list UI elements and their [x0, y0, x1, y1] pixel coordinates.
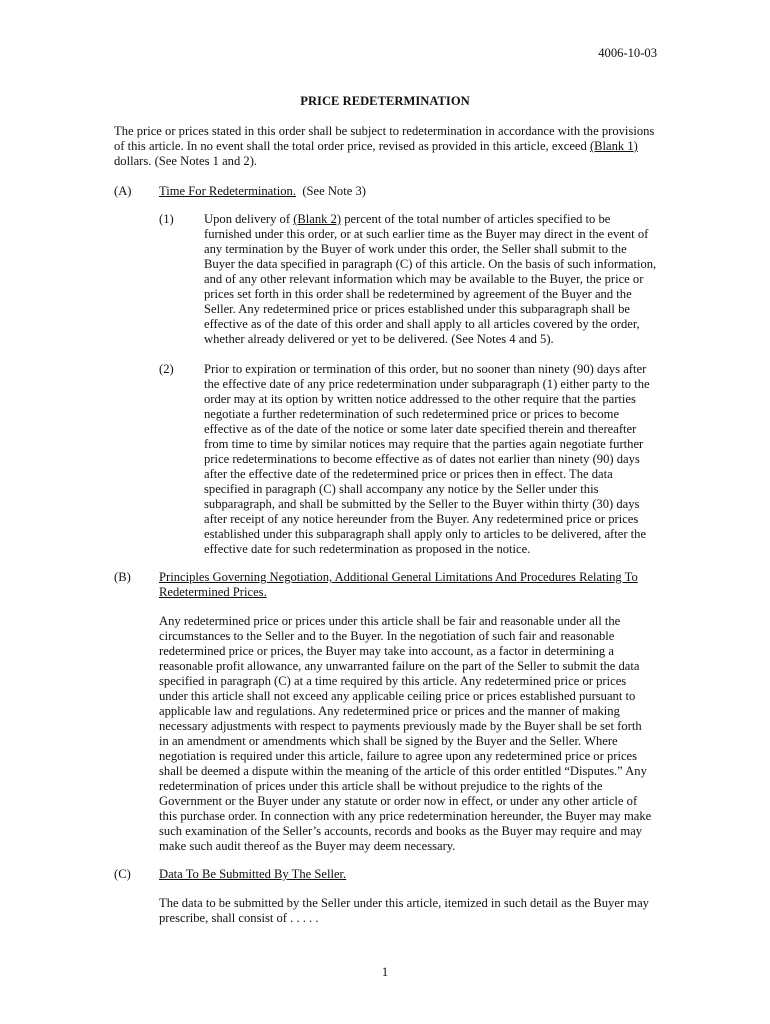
- section-a-heading: Time For Redetermination.: [159, 184, 297, 198]
- section-c-heading: Data To Be Submitted By The Seller.: [159, 867, 347, 881]
- blank-2-field: (Blank 2): [293, 212, 342, 226]
- section-c-text: The data to be submitted by the Seller under this article, itemized in such detail as the Buyer may prescribe, shall consist of . . . . .: [159, 896, 649, 925]
- subsection-a1-label: (1): [159, 212, 174, 226]
- subsection-a2-text: Prior to expiration or termination of this order, but no sooner than ninety (90) days after the effective date of any price redetermination under subparagraph (1) either party to the order may at its option by written notice addressed to the other require that the parties negotiate a further redetermination of such redetermined price or prices to become effective as of the date of the notice or some later date specified therein and thereafter from time to time by similar notices may require that the parties again negotiate further price redeterminations to become effective as of dates not earlier than ninety (90) days after the effective date of the redetermined price or prices then in effect. The data specified in paragraph (C) shall accompany any notice by the Seller under this subparagraph, and shall be submitted by the Seller to the Buyer within thirty (30) days after receipt of any notice hereunder from the Buyer. Any redetermined price or prices established under this subparagraph shall apply only to articles to be delivered, after the effective date for such redetermination as proposed in the notice.: [204, 362, 650, 556]
- document-number: 4006-10-03: [598, 46, 657, 60]
- intro-paragraph: [114, 124, 659, 169]
- subsection-a2-label: (2): [159, 362, 174, 376]
- section-c-label: (C): [114, 867, 131, 881]
- document-title: PRICE REDETERMINATION: [300, 94, 470, 108]
- section-a-heading-line: [159, 184, 366, 199]
- subsection-a1-text: [204, 212, 658, 347]
- subsection-a1-text-after: percent of the total number of articles specified to be furnished under this order, or at such earlier time as the Buyer may direct in the event of any termination by the Buyer of work under this order, the Seller shall submit to the Buyer the data specified in paragraph (C) of this article. On the basis of such information, and of any other relevant information which may be available to the Buyer, the price or prices set forth in this order shall be redetermined by agreement of the Buyer and the Seller. Any redetermined price or prices established under this subparagraph shall be effective as of the date of this order and shall apply to all articles covered by the order, whether already delivered or yet to be delivered. (See Notes 4 and 5).: [204, 212, 657, 346]
- section-b-text: Any redetermined price or prices under this article shall be fair and reasonable under all the circumstances to the Seller and to the Buyer. In the negotiation of such fair and reasonable redetermined price or prices, the Buyer may take into account, as a factor in determining a reasonable profit allowance, any unwarranted failure on the part of the Seller to submit the data specified in paragraph (C) at a time required by this article. Any redetermined price or prices under this article shall not exceed any applicable ceiling price or prices established pursuant to applicable law and regulations. Any redetermined price or prices and the manner of making necessary adjustments with respect to payments previously made by the Buyer shall be set forth in an amendment or amendments which shall be signed by the Buyer and the Seller. Where negotiation is required under this article, failure to agree upon any redetermined price or prices shall be deemed a dispute within the meaning of the article of this order entitled “Disputes.” Any redetermination of prices under this article shall be without prejudice to the rights of the Government or the Buyer under any statute or order now in effect, or under any other article of this purchase order. In connection with any price redetermination hereunder, the Buyer may make such examination of the Seller’s accounts, records and books as the Buyer may require and may make such audit thereof as the Buyer may deem necessary.: [159, 614, 652, 853]
- intro-text-before: The price or prices stated in this order shall be subject to redetermination in accordance with the provisions of this article. In no event shall the total order price, revised as provided in this article, exceed: [114, 124, 655, 153]
- blank-1-field: (Blank 1): [589, 139, 638, 153]
- section-b-label: (B): [114, 570, 131, 584]
- section-b-heading-line1: Principles Governing Negotiation, Additional General Limitations And Procedures Relating To: [159, 570, 638, 584]
- subsection-a1-text-before: Upon delivery of: [204, 212, 294, 226]
- section-a-label: (A): [114, 184, 132, 198]
- section-b-heading-line2: Redetermined Prices.: [159, 585, 267, 599]
- page-number: 1: [381, 965, 389, 979]
- intro-text-after: dollars. (See Notes 1 and 2).: [114, 154, 258, 168]
- section-a-note: (See Note 3): [296, 184, 366, 198]
